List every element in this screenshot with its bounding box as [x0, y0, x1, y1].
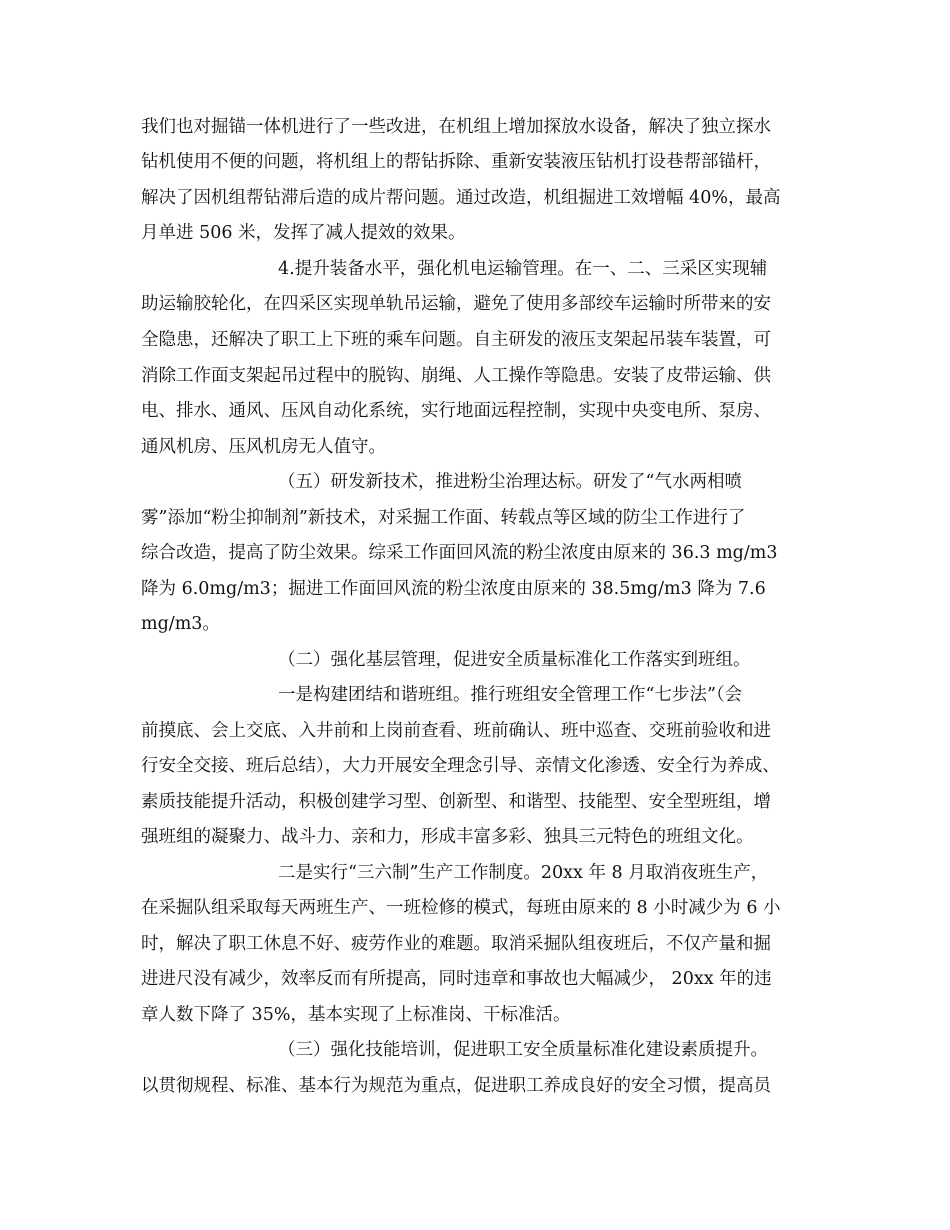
paragraph-start-line: 一是构建团结和谐班组。推行班组安全管理工作“七步法”（会: [278, 685, 743, 705]
text-line: 我们也对掘锚一体机进行了一些改进，在机组上增加探放水设备，解决了独立探水: [141, 117, 771, 137]
text-line: 以贯彻规程、标准、基本行为规范为重点，促进职工养成良好的安全习惯，提高员: [141, 1076, 771, 1096]
text-line: 素质技能提升活动，积极创建学习型、创新型、和谐型、技能型、安全型班组，增: [141, 792, 771, 812]
text-line: 时，解决了职工休息不好、疲劳作业的难题。取消采掘队组夜班后，不仅产量和掘: [141, 934, 771, 954]
paragraph-start-line: 二是实行“三六制”生产工作制度。20xx 年 8 月取消夜班生产，: [278, 863, 769, 883]
text-line: 综合改造，提高了防尘效果。综采工作面回风流的粉尘浓度由原来的 36.3 mg/m3: [141, 543, 778, 563]
section-heading-line: （二）强化基层管理，促进安全质量标准化工作落实到班组。: [278, 650, 751, 670]
text-line: 进进尺没有减少，效率反而有所提高，同时违章和事故也大幅减少， 20xx 年的违: [141, 969, 772, 989]
section-heading-line: （三）强化技能培训，促进职工安全质量标准化建设素质提升。: [278, 1040, 768, 1060]
text-line: 通风机房、压风机房无人值守。: [141, 437, 386, 457]
text-line: 全隐患，还解决了职工上下班的乘车问题。自主研发的液压支架起吊装车装置，可: [141, 330, 771, 350]
text-line: 消除工作面支架起吊过程中的脱钩、崩绳、人工操作等隐患。安装了皮带运输、供: [141, 366, 771, 386]
text-line: 在采掘队组采取每天两班生产、一班检修的模式，每班由原来的 8 小时减少为 6 小: [141, 898, 781, 918]
text-line: 解决了因机组帮钻滞后造的成片帮问题。通过改造，机组掘进工效增幅 40%，最高: [141, 188, 781, 208]
text-line: 钻机使用不便的问题，将机组上的帮钻拆除、重新安装液压钻机打设巷帮部锚杆，: [141, 152, 771, 172]
text-line: 助运输胶轮化，在四采区实现单轨吊运输，避免了使用多部绞车运输时所带来的安: [141, 294, 771, 314]
text-line: 行安全交接、班后总结），大力开展安全理念引导、亲情文化渗透、安全行为养成、: [141, 756, 780, 776]
text-line: 雾”添加“粉尘抑制剂”新技术，对采掘工作面、转载点等区域的防尘工作进行了: [141, 508, 746, 528]
text-line: 章人数下降了 35%，基本实现了上标准岗、干标准活。: [141, 1005, 571, 1025]
text-line: 前摸底、会上交底、入井前和上岗前查看、班前确认、班中巡查、交班前验收和进: [141, 721, 771, 741]
text-line: mg/m3。: [141, 614, 220, 634]
text-line: 强班组的凝聚力、战斗力、亲和力，形成丰富多彩、独具三元特色的班组文化。: [141, 827, 754, 847]
paragraph-start-line: （五）研发新技术，推进粉尘治理达标。研发了“气水两相喷: [278, 472, 742, 492]
text-line: 电、排水、通风、压风自动化系统，实行地面远程控制，实现中央变电所、泵房、: [141, 401, 771, 421]
text-line: 月单进 506 米，发挥了减人提效的效果。: [141, 223, 466, 243]
text-line: 降为 6.0mg/m3；掘进工作面回风流的粉尘浓度由原来的 38.5mg/m3 降为 7.6: [141, 579, 766, 599]
paragraph-start-line: 4.提升装备水平，强化机电运输管理。在一、二、三采区实现辅: [278, 259, 768, 279]
